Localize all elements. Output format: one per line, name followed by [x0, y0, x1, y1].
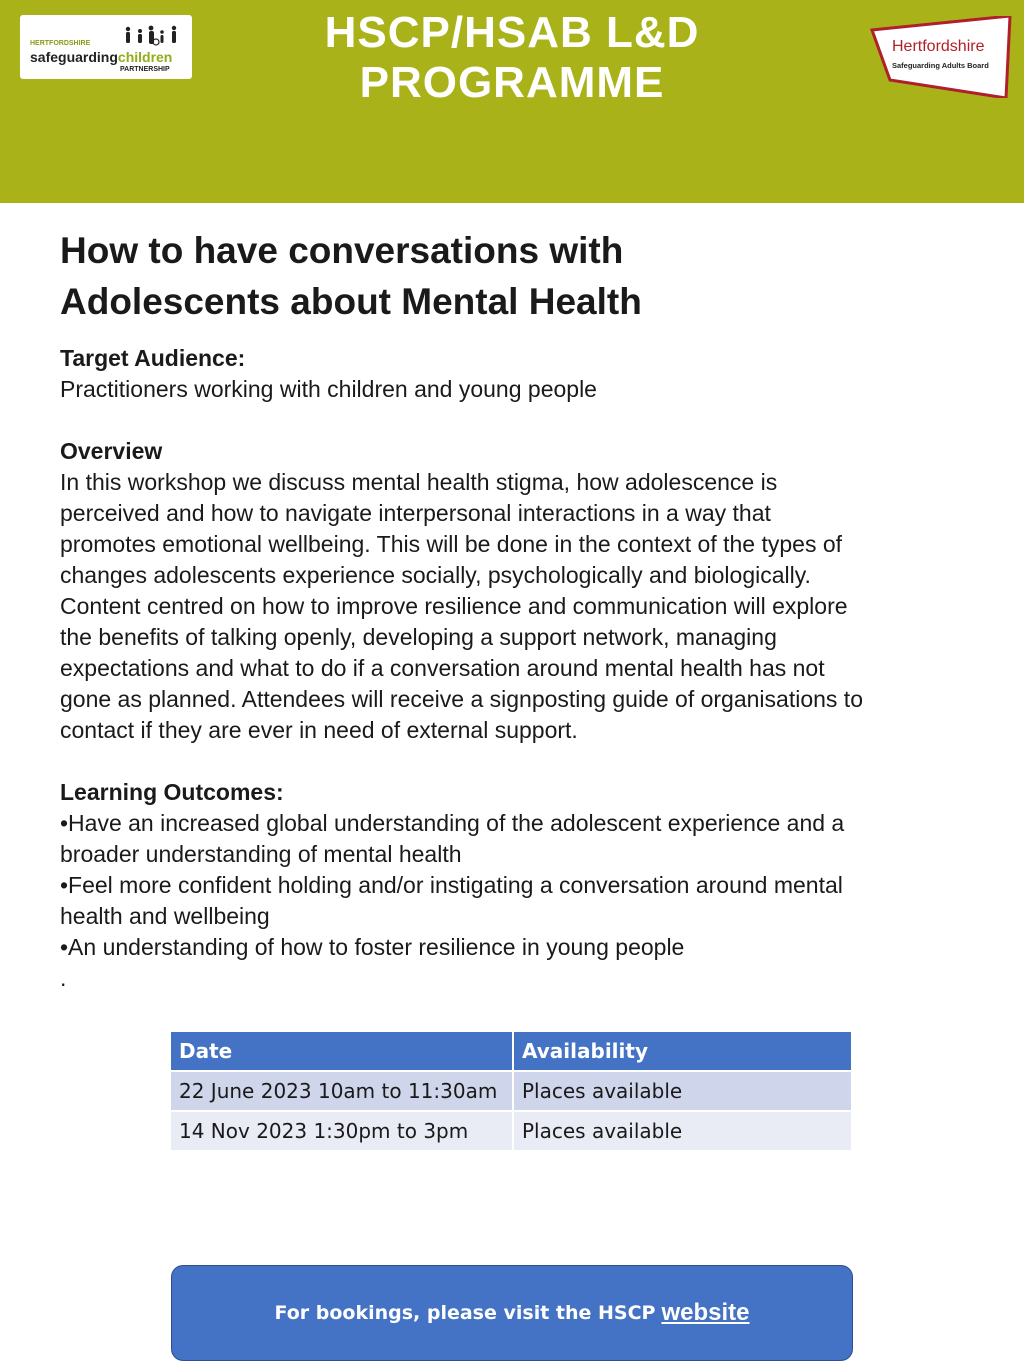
- header-band: [0, 0, 1024, 203]
- outcomes-heading: Learning Outcomes:: [60, 779, 284, 805]
- session-availability: Places available: [513, 1111, 852, 1150]
- booking-banner: [171, 1265, 853, 1361]
- safeguarding-children-partnership-logo: [20, 15, 192, 79]
- people-figures-icon: [122, 25, 184, 47]
- logo-left-main: safeguardingchildren: [30, 49, 173, 65]
- audience-heading: Target Audience:: [60, 345, 246, 371]
- column-header-availability: Availability: [513, 1032, 852, 1071]
- logo-left-sub: PARTNERSHIP: [120, 66, 170, 73]
- course-title: How to have conversations with Adolescents about Mental Health: [60, 230, 642, 322]
- logo-right-frame: [870, 16, 1014, 98]
- session-date: 22 June 2023 10am to 11:30am: [171, 1071, 513, 1111]
- logo-left-small: HERTFORDSHIRE: [30, 40, 91, 47]
- list-item: •An understanding of how to foster resilience in young people: [60, 934, 685, 960]
- session-date: 14 Nov 2023 1:30pm to 3pm: [171, 1111, 513, 1150]
- sessions-table: [171, 1032, 853, 1150]
- table-row: [171, 1071, 852, 1111]
- column-header-date: Date: [171, 1032, 513, 1071]
- logo-right-board: Safeguarding Adults Board: [892, 61, 989, 70]
- booking-text: For bookings, please visit the HSCP: [274, 1302, 656, 1324]
- outcomes-list: •Have an increased global understanding of the adolescent experience and a broader understanding of mental health •Feel more confident holding and/or instigating a conversation around mental health and wellbeing •An understanding of how to foster resilience in young people .: [60, 808, 970, 994]
- hertfordshire-sab-logo: [870, 16, 1014, 98]
- overview-heading: Overview: [60, 438, 163, 464]
- list-item: •Feel more confident holding and/or instigating a conversation around mental: [60, 872, 843, 898]
- session-availability: Places available: [513, 1071, 852, 1111]
- website-link[interactable]: website: [661, 1299, 750, 1326]
- list-item: •Have an increased global understanding of the adolescent experience and a: [60, 810, 845, 836]
- programme-title-line1: HSCP/HSAB L&D: [324, 8, 700, 57]
- course-details: [60, 225, 970, 994]
- logo-right-name: Hertfordshire: [892, 38, 985, 55]
- audience-text: Practitioners working with children and young people: [60, 376, 597, 402]
- programme-title-line2: PROGRAMME: [359, 58, 665, 107]
- overview-text: In this workshop we discuss mental health stigma, how adolescence is perceived and how to navigate interpersonal interactions in a way that promotes emotional wellbeing. This will be done in the context of the types of changes adolescents experience socially, psychologically and biologically. Content centred on how to improve resilience and communication will explore the benefits of talking openly, developing a support network, managing expectations and what to do if a conversation around mental health has not gone as planned. Attendees will receive a signposting guide of organisations to contact if they are ever in need of external support.: [60, 469, 863, 743]
- table-row: [171, 1111, 852, 1150]
- programme-title: [262, 8, 762, 108]
